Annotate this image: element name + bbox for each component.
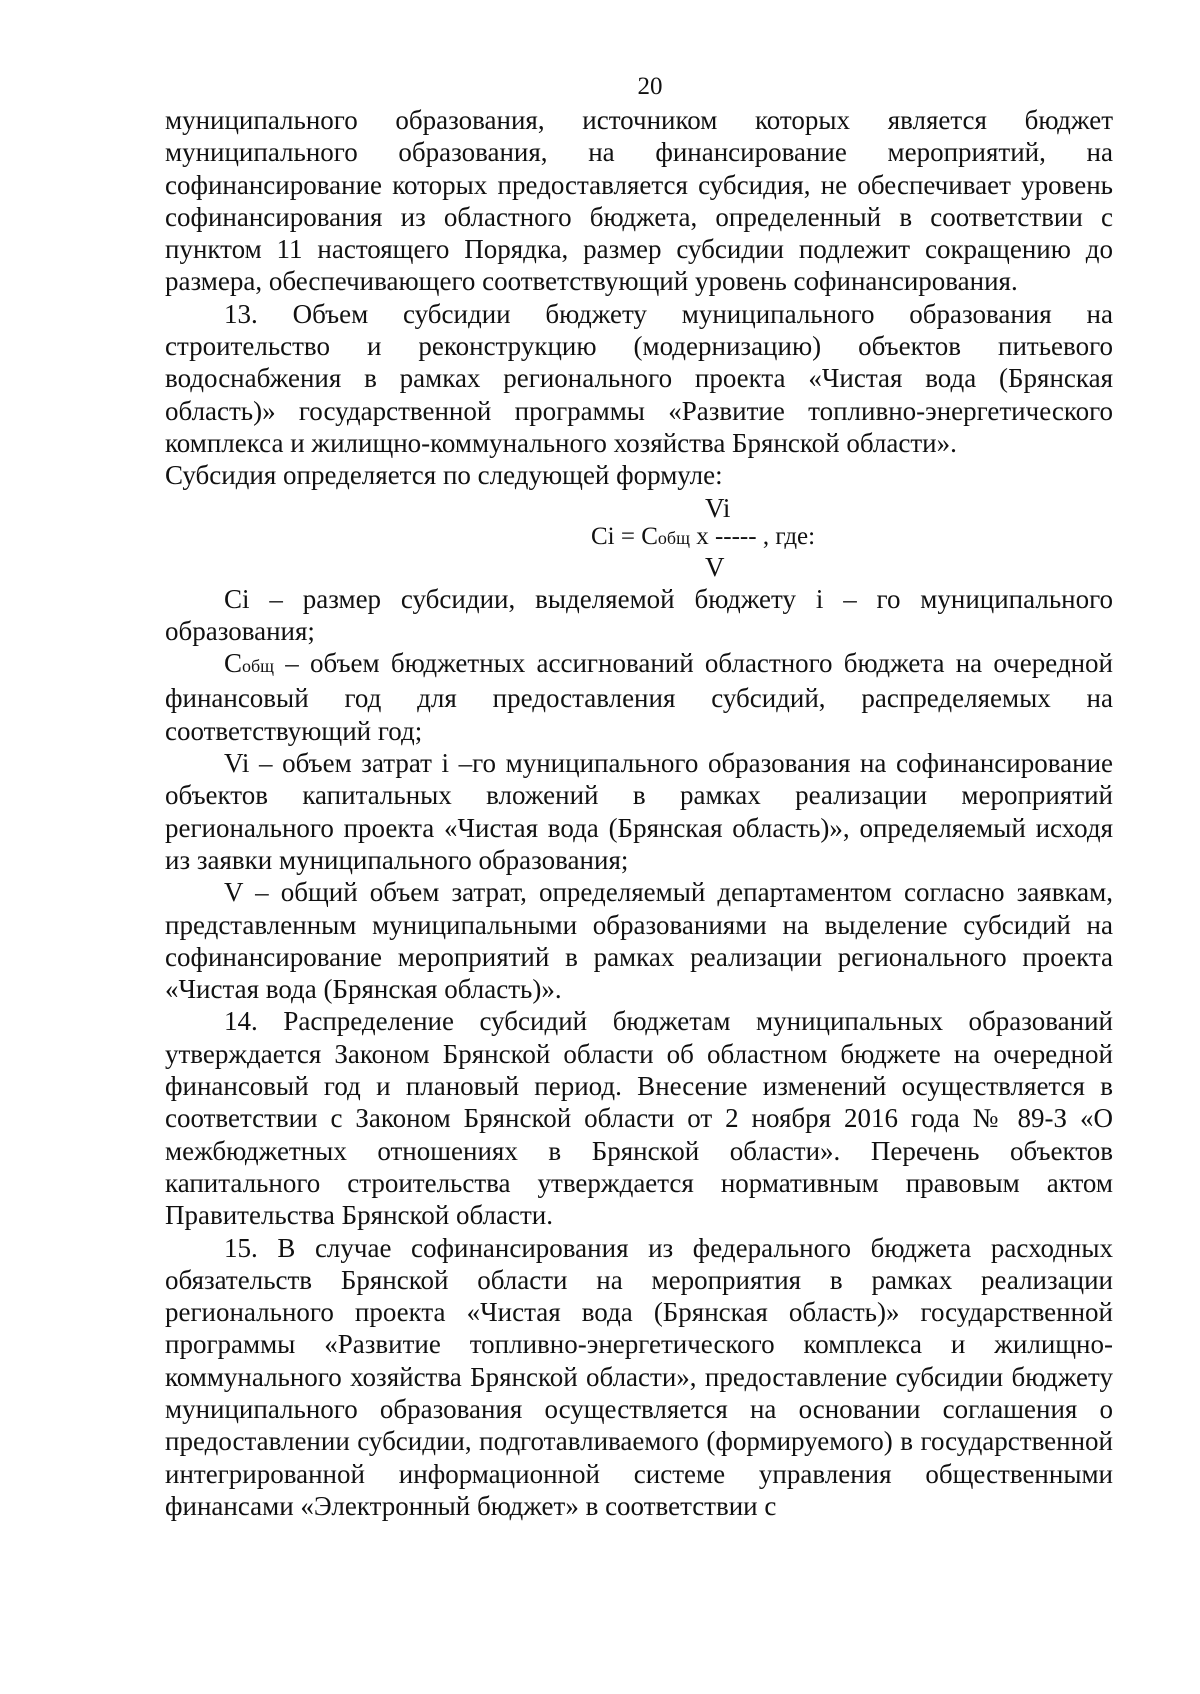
paragraph-continuation: муниципального образования, источником которых является бюджет муниципального образования, на финансирование мероприятий, на софинансирование которых предоставляется субсидия, не обеспечивает уровень софинансирования из областного бюджета, определенный в соответствии с пунктом 11 настоящего Порядка, размер субсидии подлежит сокращению до размера, обеспечивающего соответствующий уровень софинансирования. [165,105,1113,297]
formula-lhs: Ci = C [591,522,658,550]
paragraph-14: 14. Распределение субсидий бюджетам муниципальных образований утверждается Законом Брянской области об областном бюджете на очередной финансовый год и плановый период. Внесение изменений осуществляется в соответствии с Законом Брянской области от 2 ноября 2016 года № 89-З «О межбюджетных отношениях в Брянской области». Перечень объектов капитального строительства утверждается нормативным правовым актом Правительства Брянской области. [165,1006,1113,1231]
definition-ci: Ci – размер субсидии, выделяемой бюджету i – го муниципального образования; [165,583,1113,646]
formula-operator: х ----- , где: [689,522,816,550]
sobsh-symbol: C [224,648,243,679]
sobsh-text: – объем бюджетных ассигнований областного бюджета на очередной финансовый год для предоставления субсидий, распределяемых на соответствующий год; [165,648,1113,746]
definition-sobsh [165,647,1113,747]
sobsh-subscript: общ [242,656,275,677]
formula-intro: Субсидия определяется по следующей формуле: [165,460,723,491]
subsidy-formula [165,492,1113,583]
definition-vi: Vi – объем затрат i –го муниципального образования на софинансирование объектов капитальных вложений в рамках реализации мероприятий регионального проекта «Чистая вода (Брянская область)», определяемый исходя из заявки муниципального образования; [165,748,1113,875]
formula-numerator: Vi [705,492,731,523]
document-body [165,104,1113,1522]
definition-v: V – общий объем затрат, определяемый департаментом согласно заявкам, представленным муниципальными образованиями на выделение субсидий на софинансирование мероприятий в рамках реализации регионального проекта «Чистая вода (Брянская область)». [165,877,1113,1005]
page-number: 20 [637,73,663,100]
formula-denominator: V [705,551,725,582]
formula-main-line [165,524,1113,551]
paragraph-13: 13. Объем субсидии бюджету муниципального образования на строительство и реконструкцию (модернизацию) объектов питьевого водоснабжения в рамках регионального проекта «Чистая вода (Брянская область)» государственной программы «Развитие топливно-энергетического комплекса и жилищно-коммунального хозяйства Брянской области». [165,298,1113,458]
formula-lhs-subscript: общ [657,527,690,548]
paragraph-15: 15. В случае софинансирования из федерального бюджета расходных обязательств Брянской области на мероприятия в рамках реализации регионального проекта «Чистая вода (Брянская область)» государственной программы «Развитие топливно-энергетического комплекса и жилищно-коммунального хозяйства Брянской области», предоставление субсидии бюджету муниципального образования осуществляется на основании соглашения о предоставлении субсидии, подготавливаемого (формируемого) в государственной интегрированной информационной системе управления общественными финансами «Электронный бюджет» в соответствии с [165,1232,1113,1521]
